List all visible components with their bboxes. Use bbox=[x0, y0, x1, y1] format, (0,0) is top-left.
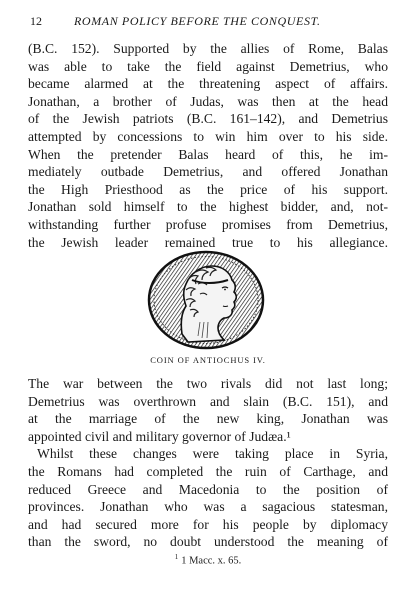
text-line: was able to take the field against Demetrius, who bbox=[28, 58, 388, 74]
text-line: of the Jewish patriots (B.C. 161–142), and Demetrius bbox=[28, 111, 388, 127]
text-line: provinces. Jonathan who was a sagacious statesman, bbox=[28, 499, 388, 515]
text-line: than the sword, no doubt understood the meaning of bbox=[28, 534, 388, 550]
text-line: The war between the two rivals did not last long; bbox=[28, 376, 388, 391]
text-line: became alarmed at the threatening aspect of affairs. bbox=[28, 76, 388, 92]
paragraph-2-and-3 bbox=[28, 375, 388, 551]
footnote-text: 1 Macc. x. 65. bbox=[181, 555, 242, 567]
text-line: attempted by concessions to win him over to his side. bbox=[28, 128, 388, 144]
page-header bbox=[30, 14, 386, 30]
text-line: Jonathan, a brother of Judas, was then at the head bbox=[28, 93, 388, 109]
footnote bbox=[28, 553, 388, 567]
coin-illustration bbox=[144, 250, 269, 350]
text-line: and had secured more for his people by diplomacy bbox=[28, 516, 388, 532]
page-number: 12 bbox=[30, 14, 42, 28]
text-line: at the marriage of the new king, Jonathan was bbox=[28, 411, 388, 427]
figure-caption: COIN OF ANTIOCHUS IV. bbox=[150, 355, 266, 365]
text-line: the Jewish leader remained true to his allegiance. bbox=[28, 234, 388, 250]
text-line: withstanding further profuse promises from Demetrius, bbox=[28, 216, 388, 232]
text-line: mediately outbade Demetrius, and offered Jonathan bbox=[28, 164, 388, 180]
text-line: appointed civil and military governor of Judæa.¹ bbox=[28, 428, 291, 444]
text-line: Demetrius was overthrown and slain (B.C. 151), and bbox=[28, 393, 388, 409]
coin-image bbox=[144, 250, 269, 350]
text-line: Jonathan sold himself to the highest bidder, and, not- bbox=[28, 199, 388, 215]
text-line: Whilst these changes were taking place in Syria, bbox=[37, 446, 388, 462]
text-line: the Romans had completed the ruin of Carthage, and bbox=[28, 463, 388, 479]
footnote-marker: 1 bbox=[174, 553, 179, 561]
text-line: When the pretender Balas heard of this, he im- bbox=[28, 146, 388, 162]
paragraph-1 bbox=[28, 40, 388, 251]
text-line: reduced Greece and Macedonia to the position of bbox=[28, 481, 388, 497]
text-line: (B.C. 152). Supported by the allies of Rome, Balas bbox=[28, 41, 388, 56]
text-line: the High Priesthood as the price of his support. bbox=[28, 181, 388, 197]
running-head: ROMAN POLICY BEFORE THE CONQUEST. bbox=[74, 14, 321, 28]
